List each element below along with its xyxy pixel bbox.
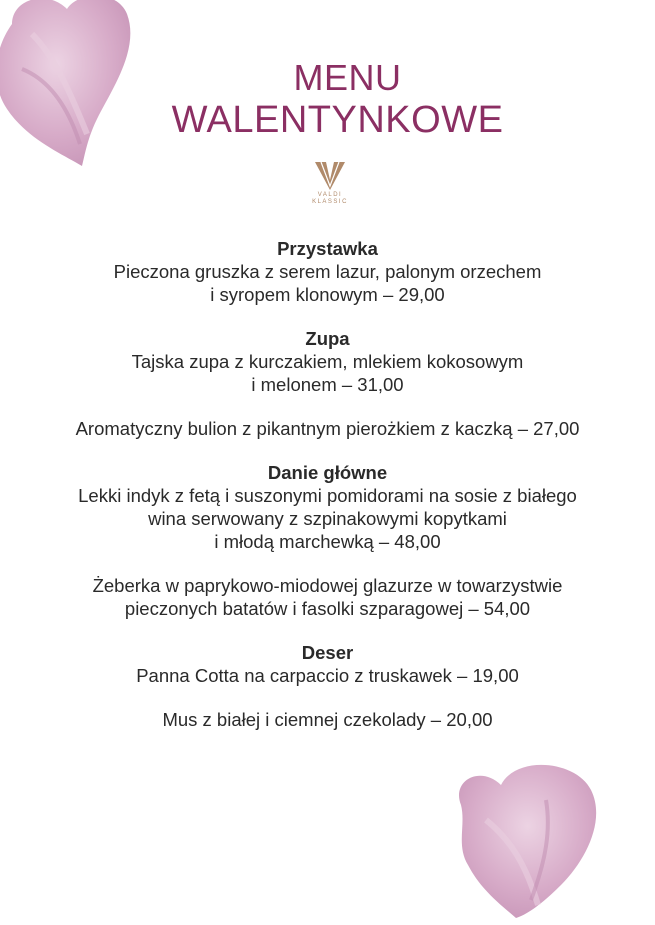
menu-item-line: Pieczona gruszka z serem lazur, palonym orzechem (113, 261, 542, 282)
menu-item (0, 260, 655, 306)
section-title: Deser (301, 642, 354, 663)
section-title: Przystawka (277, 238, 378, 259)
logo-text-line-1: VALDI (317, 192, 343, 198)
menu-item-line: i syropem klonowym – 29,00 (210, 284, 445, 305)
menu-item (0, 417, 655, 440)
menu-content (0, 237, 655, 731)
title-line-1: MENU (293, 57, 402, 98)
menu-item-line: wina serwowany z szpinakowymi kopytkami (148, 508, 507, 529)
title-line-2: WALENTYNKOWE (171, 99, 504, 141)
restaurant-logo (300, 160, 360, 212)
menu-item-line: Mus z białej i ciemnej czekolady – 20,00 (162, 709, 493, 730)
menu-item-line: i młodą marchewką – 48,00 (214, 531, 441, 552)
logo-text-line-2: KLASSIC (312, 199, 348, 205)
section-main-course (0, 461, 655, 620)
heart-decoration-bottom-right (446, 760, 606, 920)
menu-item (0, 350, 655, 396)
section-title: Danie główne (267, 462, 388, 483)
menu-item (0, 484, 655, 553)
menu-item (0, 708, 655, 731)
menu-title (0, 58, 655, 142)
menu-item (0, 574, 655, 620)
section-dessert (0, 641, 655, 731)
menu-item-line: pieczonych batatów i fasolki szparagowej – 54,00 (124, 598, 531, 619)
menu-item-line: Aromatyczny bulion z pikantnym pierożkiem z kaczką – 27,00 (75, 418, 580, 439)
menu-item-line: Panna Cotta na carpaccio z truskawek – 19,00 (136, 665, 519, 686)
menu-item-line: Lekki indyk z fetą i suszonymi pomidorami na sosie z białego (78, 485, 577, 506)
menu-item-line: Tajska zupa z kurczakiem, mlekiem kokosowym (131, 351, 524, 372)
section-starter (0, 237, 655, 306)
menu-item (0, 664, 655, 687)
section-soup (0, 327, 655, 440)
section-title: Zupa (305, 328, 350, 349)
menu-item-line: i melonem – 31,00 (251, 374, 404, 395)
menu-item-line: Żeberka w paprykowo-miodowej glazurze w towarzystwie (92, 575, 563, 596)
logo-v-icon (313, 160, 347, 192)
